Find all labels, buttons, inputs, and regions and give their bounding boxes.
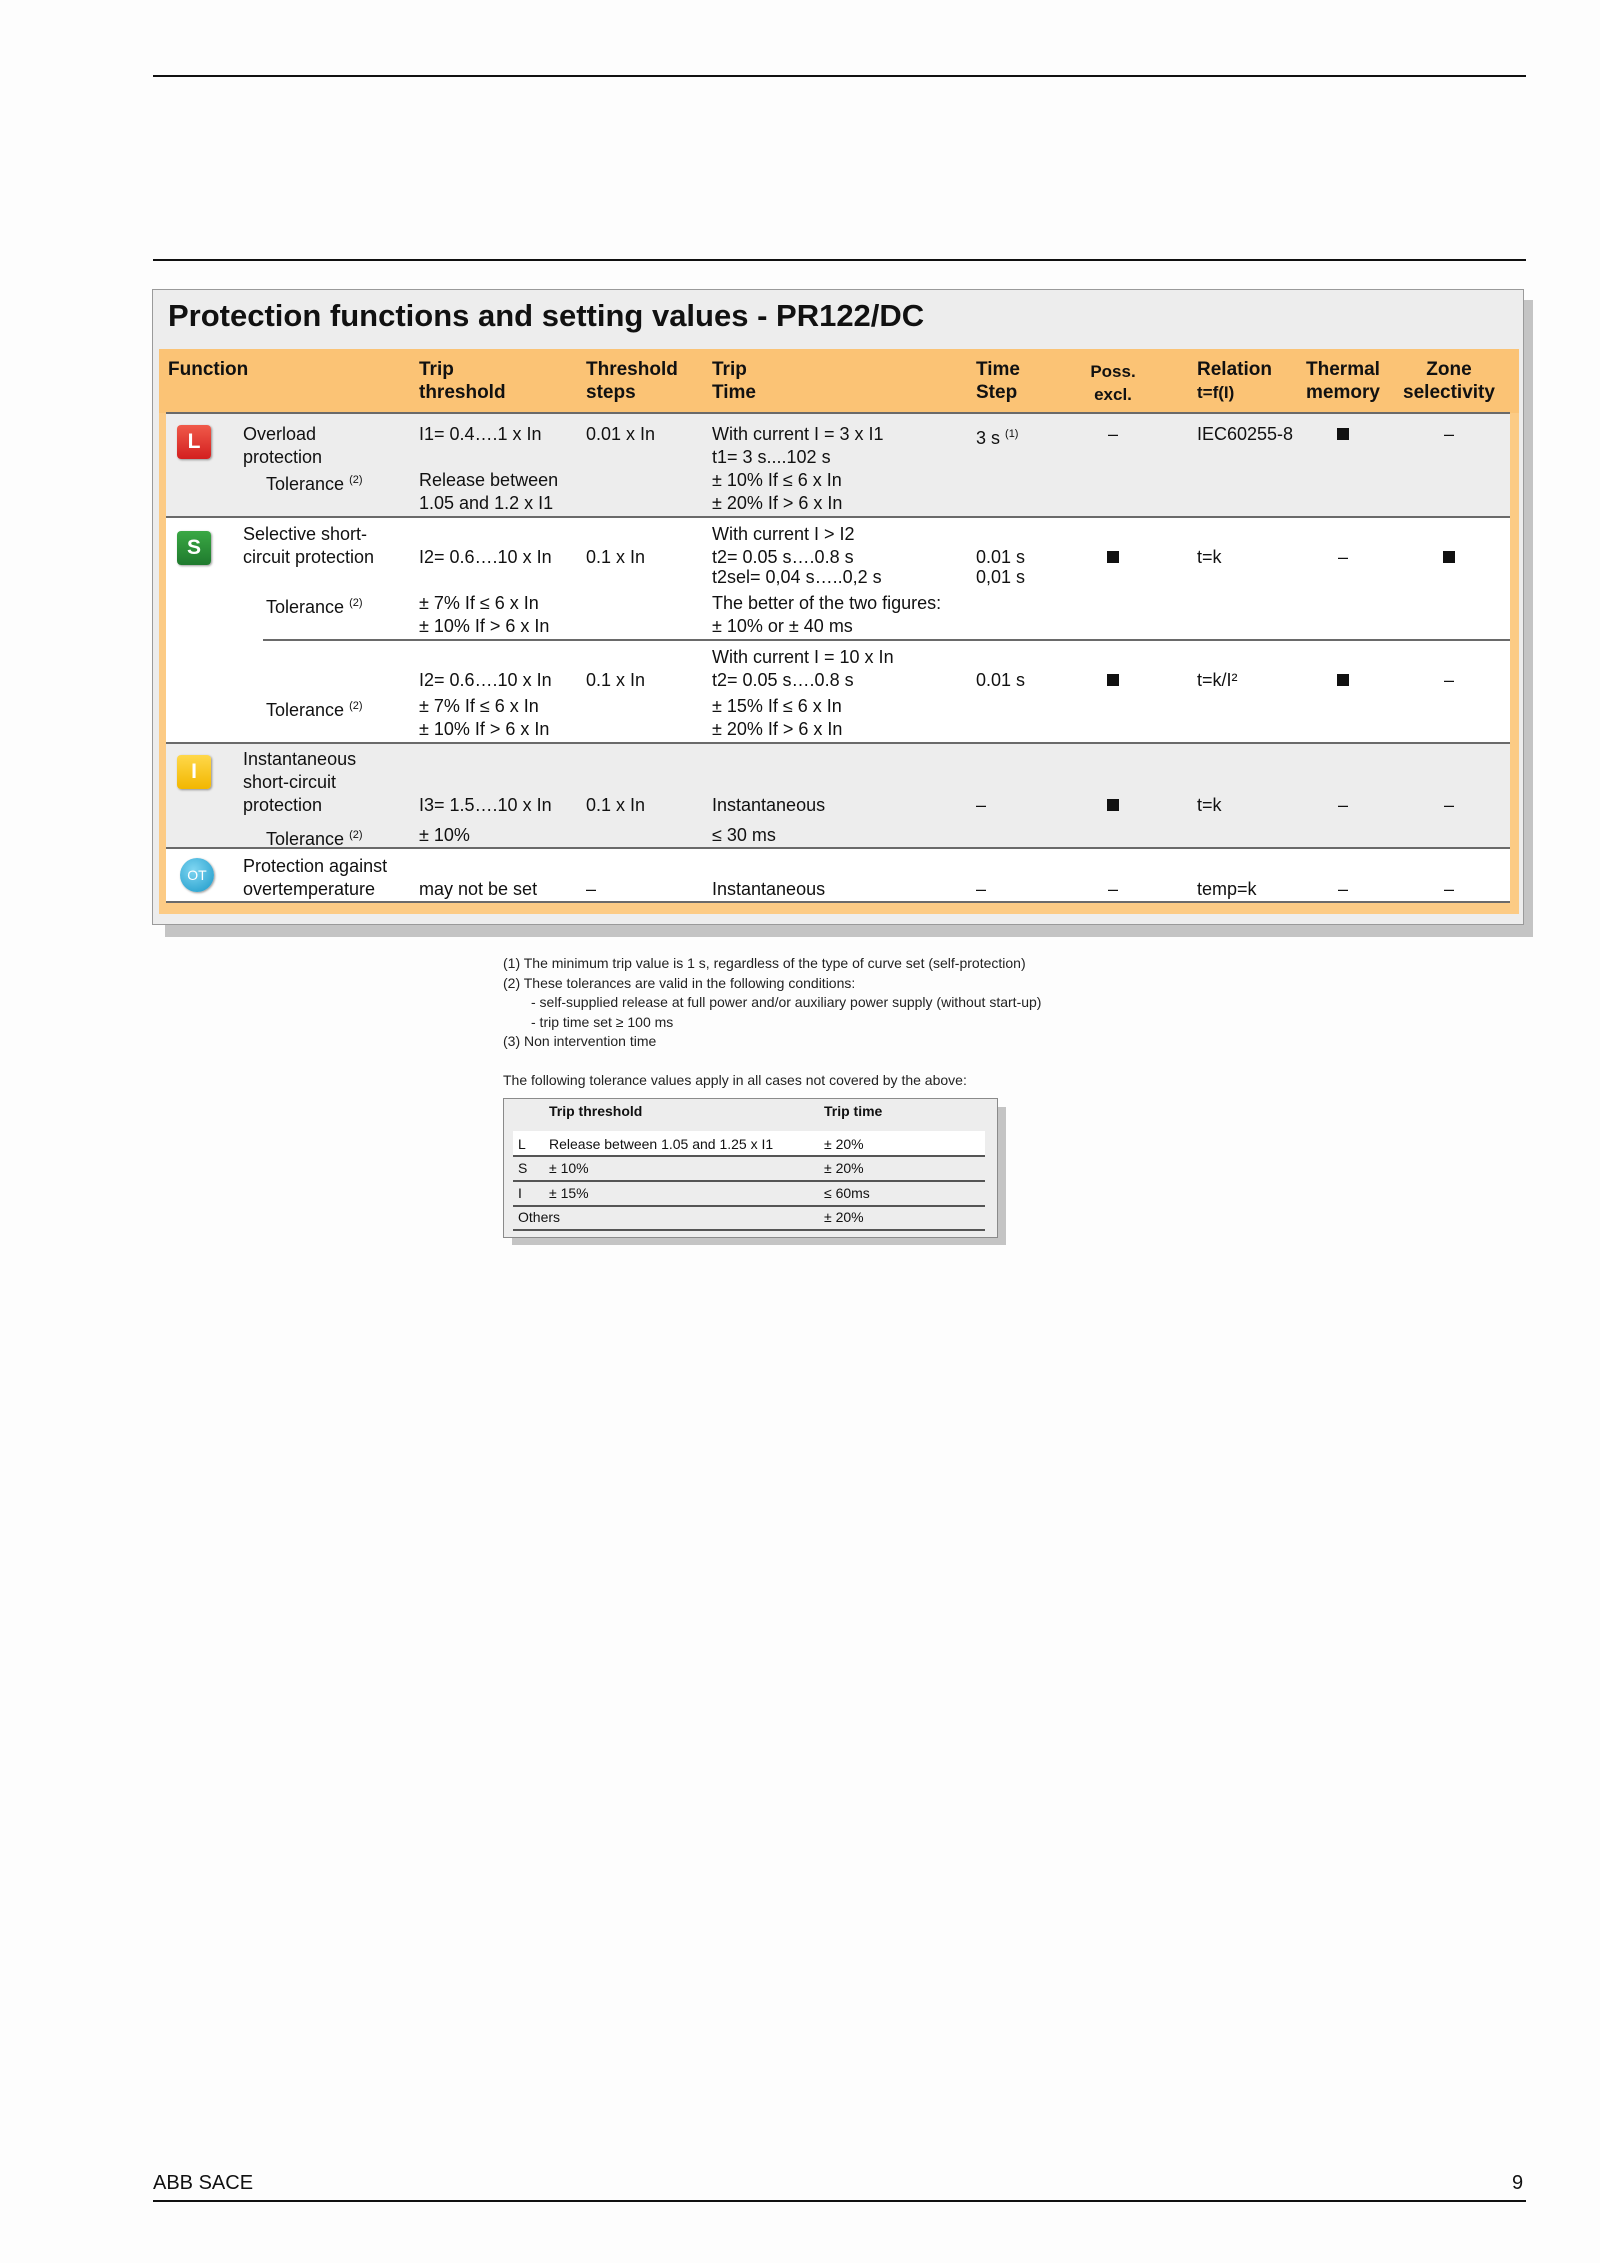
trip-threshold: I2= 0.6….10 x In [419, 547, 552, 567]
header-thermal-memory-1: Thermal [1306, 359, 1380, 380]
trip-time: t2= 0.05 s….0.8 s [712, 547, 854, 567]
table-row-time: ± 20% [824, 1160, 864, 1176]
relation: t=k [1197, 547, 1222, 567]
trip-time: t2= 0.05 s….0.8 s [712, 670, 854, 690]
footer-rule [153, 2200, 1526, 2202]
header-threshold-steps-1: Threshold [586, 359, 678, 380]
tolerance-threshold: 1.05 and 1.2 x I1 [419, 493, 554, 513]
poss-excl-dash: – [1107, 879, 1118, 899]
tolerance-time: ± 20% If > 6 x In [712, 493, 843, 513]
header-zone-selectivity-1: Zone [1426, 359, 1472, 380]
footnote: (1) The minimum trip value is 1 s, regardless of the type of curve set (self-protection) [503, 955, 1026, 971]
header-time-step-1: Time [976, 359, 1021, 380]
tolerance-time: ± 15% If ≤ 6 x In [712, 696, 842, 716]
header-poss-excl-1: Poss. [1090, 362, 1136, 381]
zone-selectivity-mark [1443, 551, 1455, 563]
tolerance-label: Tolerance $^{(2)}$ [266, 829, 363, 849]
tolerance-threshold: ± 10% [419, 825, 470, 845]
header-poss-excl-2: excl. [1094, 385, 1132, 404]
trip-time: With current I > I2 [712, 524, 855, 544]
footnote: - self-supplied release at full power and/or auxiliary power supply (without start-up) [531, 994, 1042, 1010]
footer-brand: ABB SACE [153, 2172, 254, 2194]
header-trip-threshold-2: threshold [419, 382, 506, 403]
tolerance-threshold: ± 10% If > 6 x In [419, 719, 550, 739]
footnote: - trip time set ≥ 100 ms [531, 1014, 674, 1030]
header-zone-selectivity-2: selectivity [1403, 382, 1495, 403]
poss-excl-mark [1107, 674, 1119, 686]
tolerance-threshold: ± 7% If ≤ 6 x In [419, 593, 539, 613]
threshold-steps: 0.1 x In [586, 795, 646, 815]
section-rule [153, 259, 1526, 261]
header-trip-time-1: Trip [712, 359, 747, 380]
table-row-prot: Others [518, 1209, 561, 1225]
relation: t=k/I² [1197, 670, 1238, 690]
thermal-memory-mark [1337, 428, 1349, 440]
zone-selectivity-dash: – [1443, 879, 1454, 899]
trip-threshold: I1= 0.4….1 x In [419, 424, 542, 444]
row-divider [166, 516, 1510, 518]
trip-time: With current I = 3 x I1 [712, 424, 884, 444]
thermal-memory-dash: – [1337, 879, 1348, 899]
small-header-trip-threshold: Trip threshold [549, 1103, 643, 1119]
function-label: circuit protection [243, 547, 375, 567]
time-step-dash: – [976, 879, 987, 899]
instantaneous-badge-icon: I [177, 755, 211, 789]
zone-selectivity-dash: – [1443, 670, 1454, 690]
poss-excl-mark [1107, 799, 1119, 811]
tolerance-threshold: ± 10% If > 6 x In [419, 616, 550, 636]
table-row-time: ≤ 60ms [824, 1185, 870, 1201]
table-row-threshold: Release between 1.05 and 1.25 x I1 [549, 1136, 774, 1152]
function-label: protection [243, 447, 323, 467]
function-label: Instantaneous [243, 749, 357, 769]
function-label: Protection against [243, 856, 388, 876]
small-row-divider [513, 1229, 985, 1231]
small-row-divider [513, 1205, 985, 1207]
trip-time: With current I = 10 x In [712, 647, 894, 667]
trip-threshold: I3= 1.5….10 x In [419, 795, 552, 815]
sub-row-divider [263, 639, 1510, 641]
time-step-dash: – [976, 795, 987, 815]
tolerance-intro: The following tolerance values apply in all cases not covered by the above: [503, 1072, 967, 1088]
table-row-time: ± 20% [824, 1136, 864, 1152]
thermal-memory-dash: – [1337, 795, 1348, 815]
table-row-prot: I [518, 1185, 522, 1201]
time-step: 0,01 s [976, 567, 1026, 587]
threshold-steps-dash: – [586, 879, 597, 899]
table-row-threshold: ± 15% [549, 1185, 589, 1201]
small-row-divider [513, 1155, 985, 1157]
header-relation-2: t=f(I) [1197, 383, 1235, 402]
trip-time: t1= 3 s....102 s [712, 447, 831, 467]
relation: t=k [1197, 795, 1222, 815]
function-label: overtemperature [243, 879, 376, 899]
overtemperature-badge-icon: OT [180, 858, 214, 892]
threshold-steps: 0.01 x In [586, 424, 656, 444]
small-header-trip-time: Trip time [824, 1103, 883, 1119]
function-label: protection [243, 795, 323, 815]
thermal-memory-mark [1337, 674, 1349, 686]
row-divider [166, 412, 1510, 414]
zone-selectivity-dash: – [1443, 424, 1454, 444]
table-row-prot: L [518, 1136, 526, 1152]
overload-badge-icon: L [177, 425, 211, 459]
footnote: (2) These tolerances are valid in the following conditions: [503, 975, 856, 991]
header-function: Function [168, 359, 249, 380]
tolerance-threshold: ± 7% If ≤ 6 x In [419, 696, 539, 716]
time-step: 0.01 s [976, 670, 1026, 690]
trip-threshold: I2= 0.6….10 x In [419, 670, 552, 690]
zone-selectivity-dash: – [1443, 795, 1454, 815]
table-row-threshold: ± 10% [549, 1160, 589, 1176]
page-title: Protection functions and setting values - PR122/DC [168, 298, 925, 333]
thermal-memory-dash: – [1337, 547, 1348, 567]
header-threshold-steps-2: steps [586, 382, 636, 403]
relation: IEC60255-8 [1197, 424, 1294, 444]
tolerance-time: ± 10% If ≤ 6 x In [712, 470, 842, 490]
poss-excl-mark [1107, 551, 1119, 563]
trip-time: Instantaneous [712, 879, 826, 899]
tolerance-threshold: Release between [419, 470, 559, 490]
trip-time: Instantaneous [712, 795, 826, 815]
threshold-steps: 0.1 x In [586, 547, 646, 567]
time-step: 0.01 s [976, 547, 1026, 567]
header-relation-1: Relation [1197, 359, 1272, 380]
footnote: (3) Non intervention time [503, 1033, 657, 1049]
relation: temp=k [1197, 879, 1257, 899]
row-divider [166, 742, 1510, 744]
page-number: 9 [1512, 2172, 1524, 2194]
selective-badge-icon: S [177, 531, 211, 565]
top-rule [153, 75, 1526, 77]
threshold-steps: 0.1 x In [586, 670, 646, 690]
tolerance-label: Tolerance $^{(2)}$ [266, 474, 363, 494]
trip-threshold: may not be set [419, 879, 538, 899]
tolerance-time: ≤ 30 ms [712, 825, 776, 845]
header-trip-time-2: Time [712, 382, 757, 403]
table-row-prot: S [518, 1160, 528, 1176]
trip-time: t2sel= 0,04 s…..0,2 s [712, 567, 882, 587]
function-label: Overload [243, 424, 317, 444]
small-row-divider [513, 1180, 985, 1182]
poss-excl-dash: – [1107, 424, 1118, 444]
function-label: Selective short- [243, 524, 368, 544]
tolerance-label: Tolerance $^{(2)}$ [266, 597, 363, 617]
header-trip-threshold-1: Trip [419, 359, 454, 380]
tolerance-label: Tolerance $^{(2)}$ [266, 700, 363, 720]
table-row-time: ± 20% [824, 1209, 864, 1225]
tolerance-time: ± 10% or ± 40 ms [712, 616, 853, 636]
time-step: 3 s $^{(1)}$ [976, 428, 1019, 448]
header-thermal-memory-2: memory [1306, 382, 1380, 403]
tolerance-time: ± 20% If > 6 x In [712, 719, 843, 739]
row-divider [166, 901, 1510, 903]
function-label: short-circuit [243, 772, 337, 792]
tolerance-time: The better of the two figures: [712, 593, 942, 613]
row-divider [166, 847, 1510, 849]
header-time-step-2: Step [976, 382, 1018, 403]
